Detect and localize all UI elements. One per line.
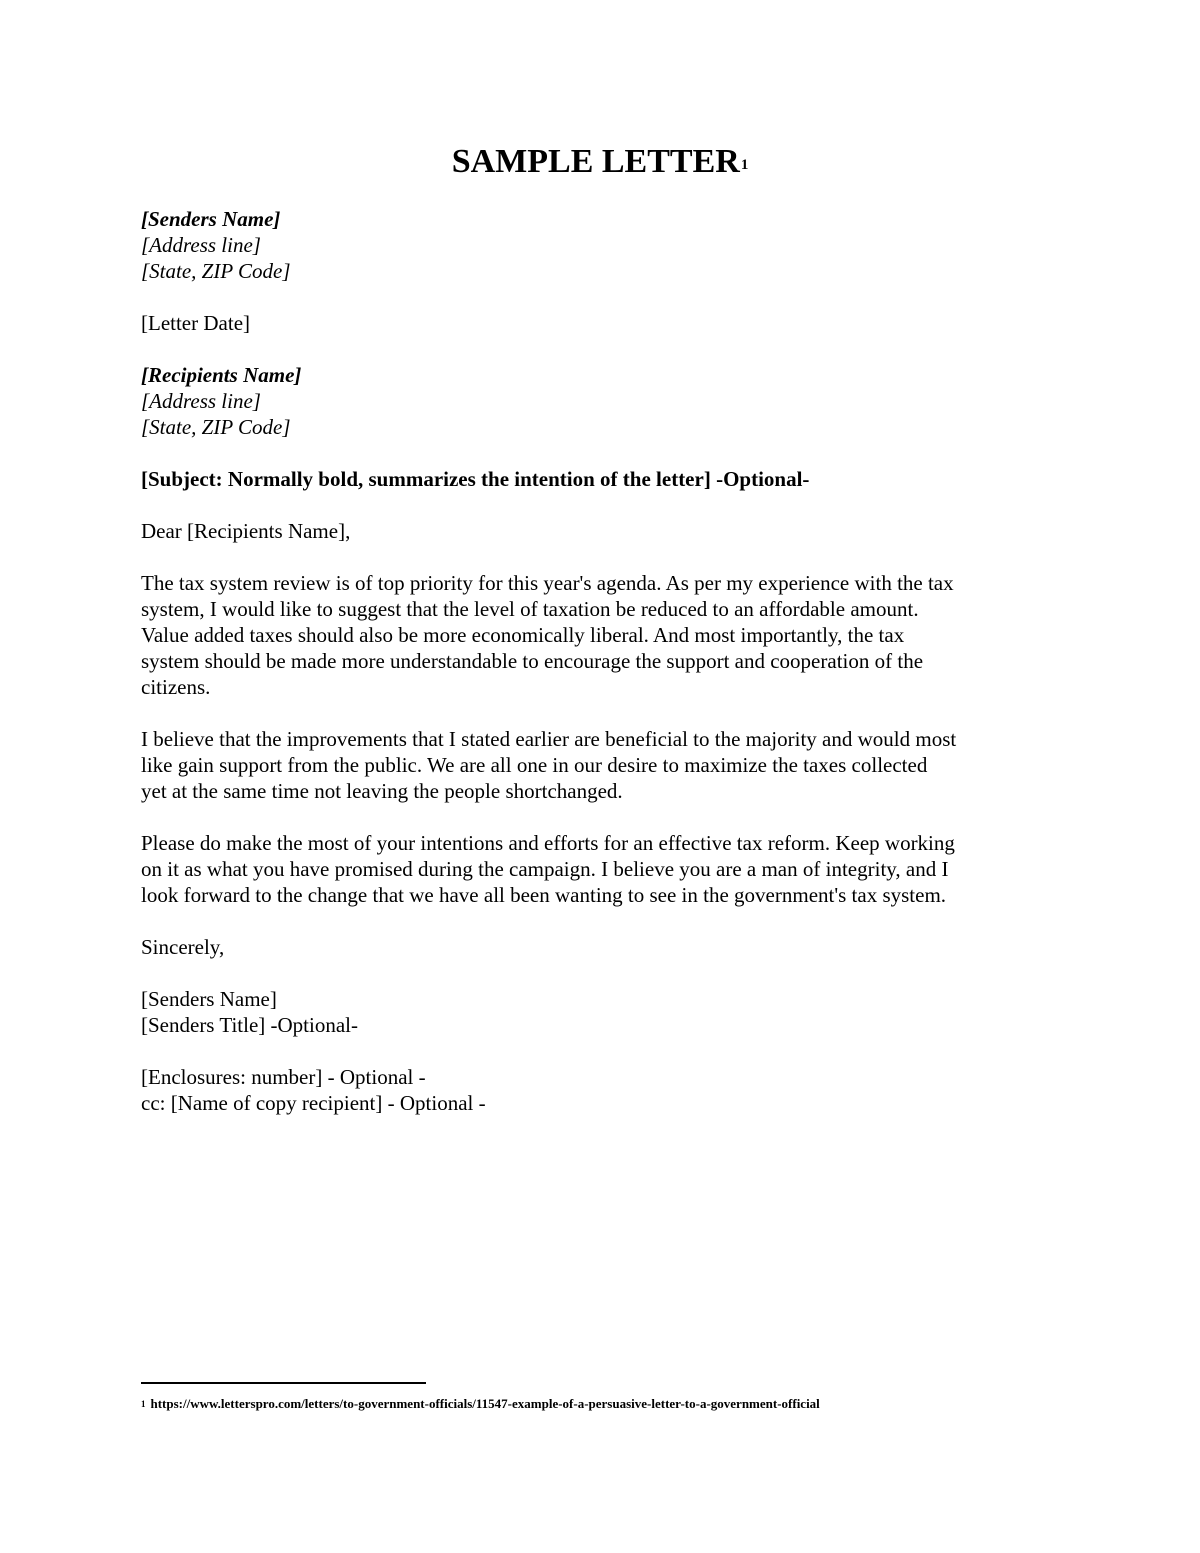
letter-date: [Letter Date]	[141, 311, 251, 335]
paragraph-line: on it as what you have promised during the campaign. I believe you are a man of integrity, and I	[141, 857, 949, 881]
paragraph-line: system, I would like to suggest that the level of taxation be reduced to an affordable amount.	[141, 597, 919, 621]
cc-line: cc: [Name of copy recipient] - Optional -	[141, 1091, 486, 1115]
footnote-marker: 1	[141, 1399, 146, 1409]
body-paragraph-3	[141, 830, 1071, 908]
paragraph-line: I believe that the improvements that I stated earlier are beneficial to the majority and would most	[141, 727, 957, 751]
paragraph-line: yet at the same time not leaving the people shortchanged.	[141, 779, 623, 803]
letter-title	[0, 140, 1200, 184]
sender-address-line: [Address line]	[141, 233, 261, 257]
body-paragraph-2	[141, 726, 1071, 804]
paragraph-line: look forward to the change that we have all been wanting to see in the government's tax system.	[141, 883, 947, 907]
recipient-address-line: [Address line]	[141, 389, 261, 413]
recipient-state-zip: [State, ZIP Code]	[141, 415, 291, 439]
body-paragraph-1	[141, 570, 1071, 700]
signature-block	[141, 986, 1071, 1038]
paragraph-line: like gain support from the public. We are all one in our desire to maximize the taxes collected	[141, 753, 928, 777]
letter-title-text: SAMPLE LETTER	[451, 143, 740, 180]
salutation: Dear [Recipients Name],	[141, 519, 351, 543]
sender-name: [Senders Name]	[141, 207, 281, 231]
signature-name: [Senders Name]	[141, 987, 277, 1011]
sender-block	[141, 206, 1071, 284]
paragraph-line: Please do make the most of your intentions and efforts for an effective tax reform. Keep working	[141, 831, 955, 855]
paragraph-line: Value added taxes should also be more economically liberal. And most importantly, the tax	[141, 623, 905, 647]
signature-title: [Senders Title] -Optional-	[141, 1013, 358, 1037]
paragraph-line: citizens.	[141, 675, 211, 699]
sender-state-zip: [State, ZIP Code]	[141, 259, 291, 283]
paragraph-line: system should be made more understandable to encourage the support and cooperation of the	[141, 649, 924, 673]
paragraph-line: The tax system review is of top priority for this year's agenda. As per my experience with the tax	[141, 571, 954, 595]
footnote-url: https://www.letterspro.com/letters/to-government-officials/11547-example-of-a-persuasive-letter-to-a-government-official	[150, 1396, 820, 1411]
footnote-separator	[141, 1382, 426, 1384]
enclosures-line: [Enclosures: number] - Optional -	[141, 1065, 426, 1089]
title-footnote-marker: 1	[740, 157, 749, 173]
recipient-name: [Recipients Name]	[141, 363, 302, 387]
closing: Sincerely,	[141, 935, 225, 959]
footnote	[141, 1396, 820, 1412]
recipient-block	[141, 362, 1071, 440]
letter-body	[141, 206, 1071, 1116]
subject-line: [Subject: Normally bold, summarizes the intention of the letter] -Optional-	[141, 467, 810, 491]
